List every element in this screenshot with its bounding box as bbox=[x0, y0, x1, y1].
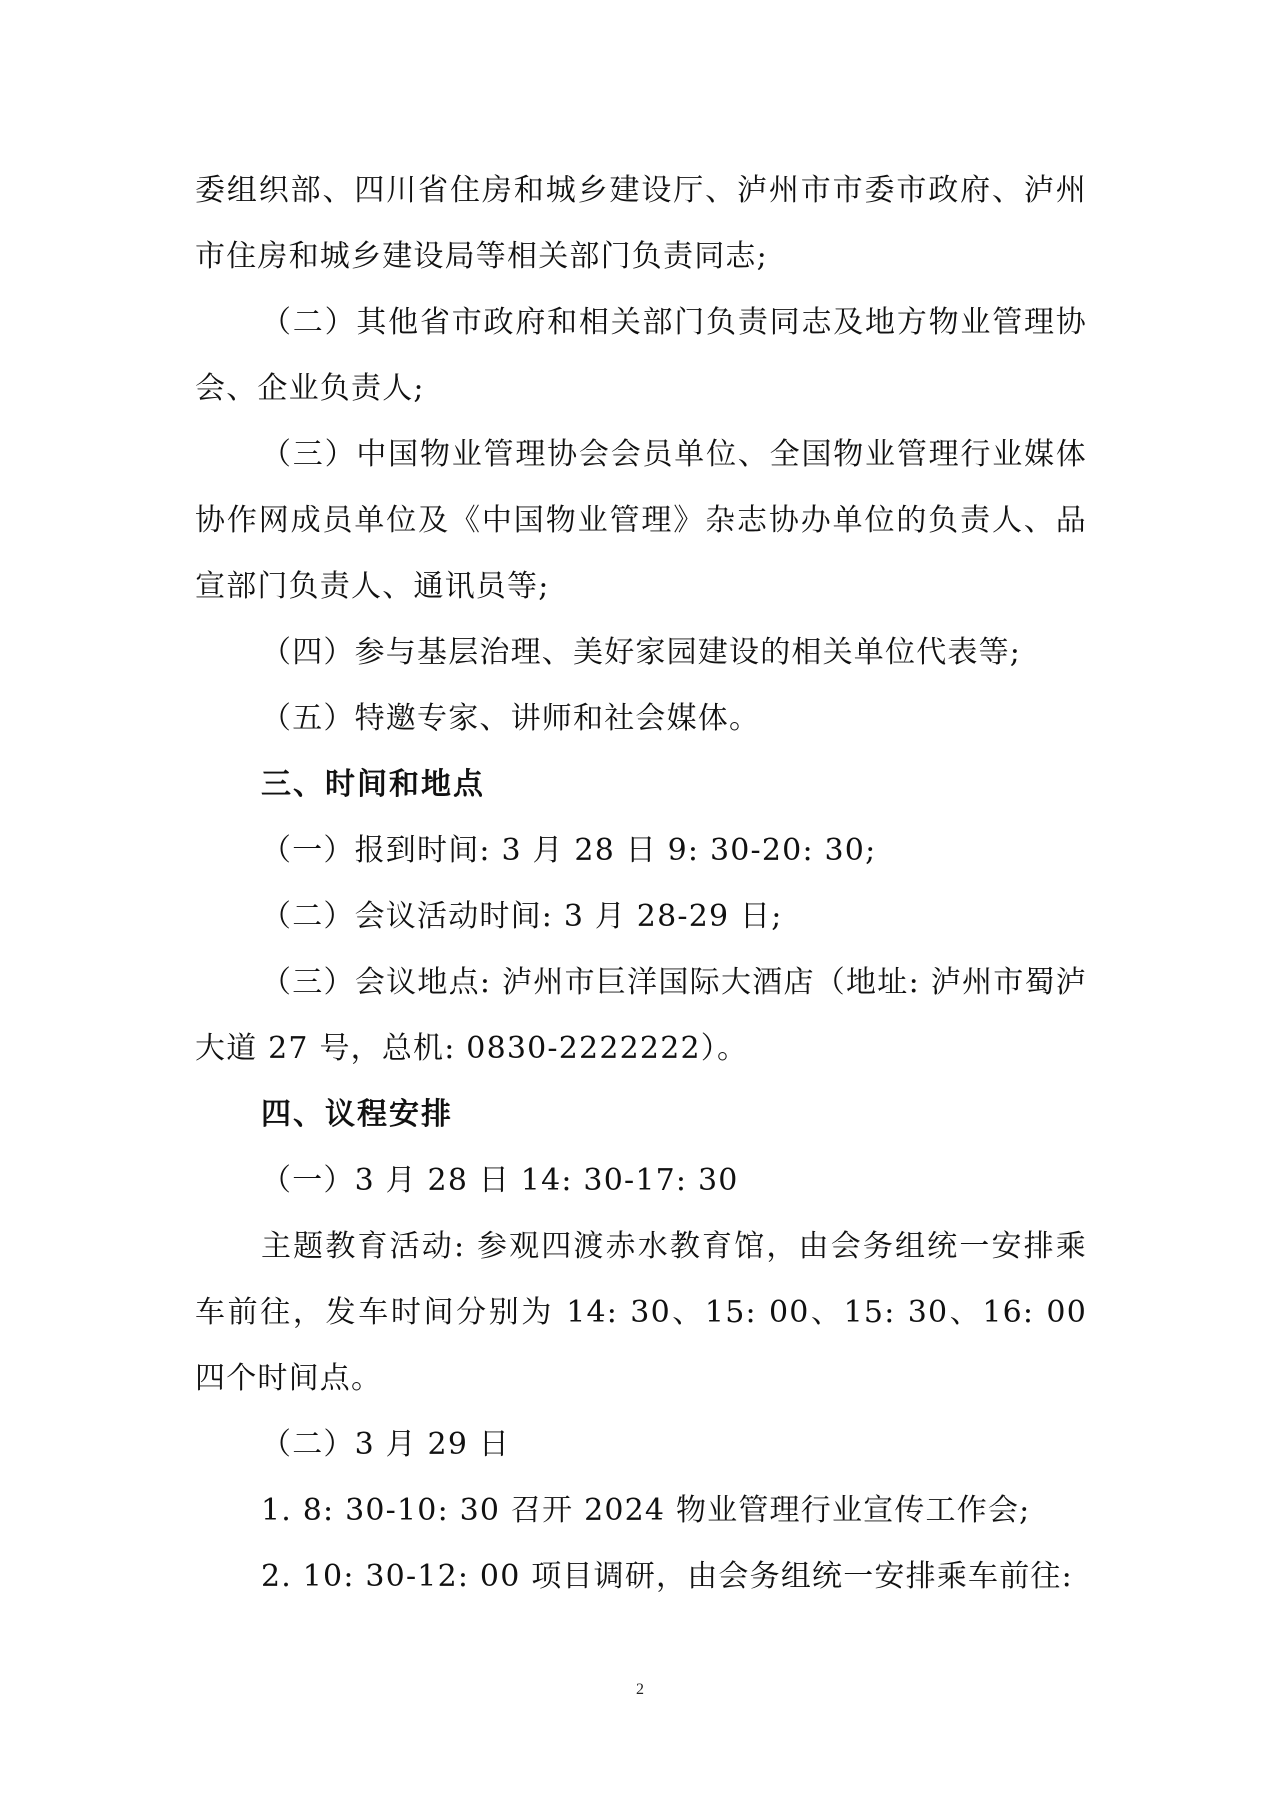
agenda-day-2: （二）3 月 29 日 bbox=[261, 1427, 511, 1462]
agenda-day-2-item-2: 2. 10: 30-12: 00 项目调研，由会务组统一安排乘车前往: bbox=[261, 1559, 1073, 1594]
paragraph-attendees-5: （五）特邀专家、讲师和社会媒体。 bbox=[261, 701, 761, 736]
section-heading-time-place: 三、时间和地点 bbox=[261, 767, 485, 802]
agenda-day-1: （一）3 月 28 日 14: 30-17: 30 bbox=[261, 1163, 739, 1198]
paragraph-attendees-2: （二）其他省市政府和相关部门负责同志及地方物业管理协会、企业负责人; bbox=[195, 305, 1087, 406]
paragraph-attendees-continued: 委组织部、四川省住房和城乡建设厅、泸州市市委市政府、泸州市住房和城乡建设局等相关部门负责同志; bbox=[195, 173, 1087, 274]
page-number: 2 bbox=[636, 1681, 644, 1698]
paragraph-meeting-time: （二）会议活动时间: 3 月 28-29 日; bbox=[261, 899, 783, 934]
paragraph-attendees-4: （四）参与基层治理、美好家园建设的相关单位代表等; bbox=[261, 635, 1022, 670]
document-body bbox=[195, 158, 1087, 1610]
paragraph-meeting-venue: （三）会议地点: 泸州市巨洋国际大酒店（地址: 泸州市蜀泸大道 27 号，总机: 0830-2222222）。 bbox=[195, 965, 1087, 1066]
agenda-day-1-activity: 主题教育活动: 参观四渡赤水教育馆，由会务组统一安排乘车前往，发车时间分别为 14: 30、15: 00、15: 30、16: 00 四个时间点。 bbox=[195, 1229, 1087, 1396]
section-heading-agenda: 四、议程安排 bbox=[261, 1097, 453, 1132]
paragraph-attendees-3: （三）中国物业管理协会会员单位、全国物业管理行业媒体协作网成员单位及《中国物业管理》杂志协办单位的负责人、品宣部门负责人、通讯员等; bbox=[195, 437, 1087, 604]
paragraph-registration-time: （一）报到时间: 3 月 28 日 9: 30-20: 30; bbox=[261, 833, 877, 868]
agenda-day-2-item-1: 1. 8: 30-10: 30 召开 2024 物业管理行业宣传工作会; bbox=[261, 1493, 1031, 1528]
